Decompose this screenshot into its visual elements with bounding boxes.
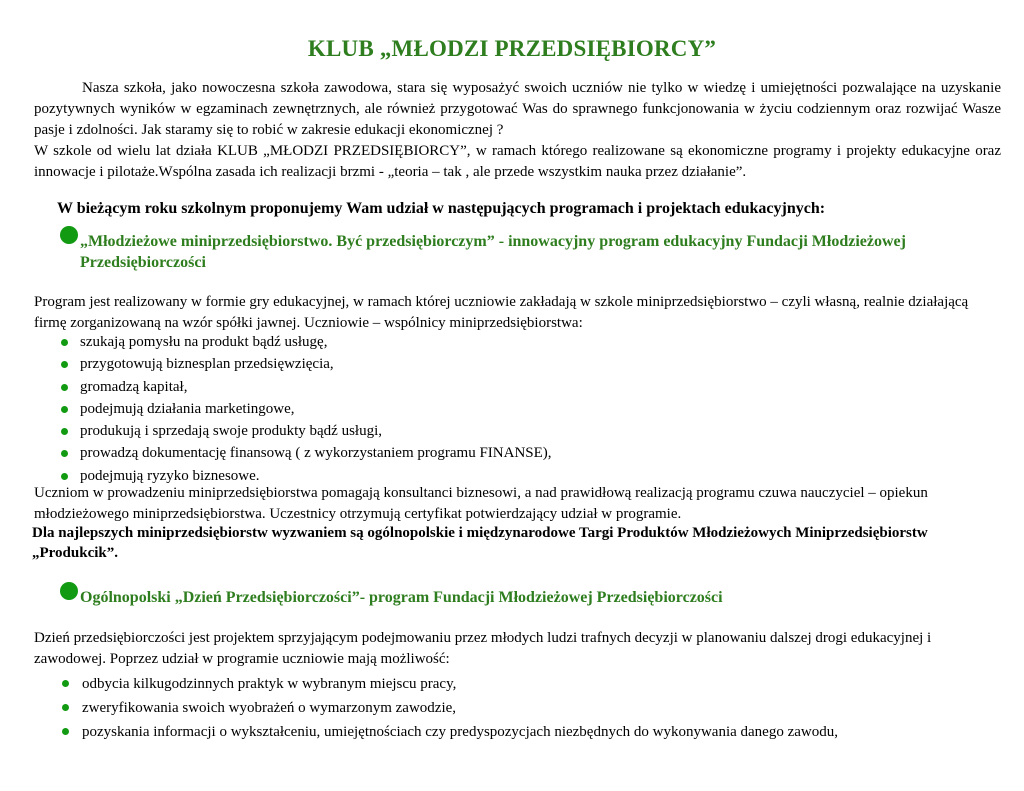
program2-bullet-list [60,672,838,744]
list-item-text: odbycia kilkugodzinnych praktyk w wybranym miejscu pracy, [82,676,457,692]
program1-outro-text: Uczniom w prowadzeniu miniprzedsiębiorstwa pomagają konsultanci biznesowi, a nad prawidłową realizacją programu czuwa nauczyciel – opiekun młodzieżowego miniprzedsiębiorstwa. Uczestnicy otrzymują certyfikat potwierdzający udział w programie. [34,485,928,522]
program2-intro-text: Dzień przedsiębiorczości jest projektem sprzyjającym podejmowaniu przez młodych ludzi trafnych decyzji w planowaniu dalszej drogi edukacyjnej i zawodowej. Poprzez udział w programie uczniowie mają możliwość: [34,630,932,667]
list-item-text: pozyskania informacji o wykształceniu, umiejętnościach czy predyspozycjach niezbędnych do wykonywania danego zawodu, [82,724,838,740]
list-item [60,420,552,442]
program1-title: „Młodzieżowe miniprzedsiębiorstwo. Być przedsiębiorczym” - innowacyjny program edukacyjny Fundacji Młodzieżowej Przedsiębiorczości [80,233,906,271]
program1-intro-text: Program jest realizowany w formie gry edukacyjnej, w ramach której uczniowie zakładają w szkole miniprzedsiębiorstwo – czyli własną, realnie działającą firmę zorganizowaną na wzór spółki jawnej. Uczniowie – wspólnicy miniprzedsiębiorstwa: [34,294,969,331]
program1-outro [34,483,994,525]
intro-paragraph-1: Nasza szkoła, jako nowoczesna szkoła zawodowa, stara się wyposażyć swoich uczniów nie tylko w wiedzę i umiejętności pozwalające na uzyskanie pozytywnych wyników w egzaminach zewnętrznych, ale również przygotować Was do sprawnego funkcjonowania w życiu codziennym oraz rozwijać Wasze pasje i zdolności. Jak staramy się to robić w zakresie edukacji ekonomicznej ? [34,80,1001,138]
intro-section [34,78,1001,183]
list-item [60,376,552,398]
page-title: KLUB „MŁODZI PRZEDSIĘBIORCY” [307,36,717,61]
bullet-icon [61,406,68,413]
list-item-text: przygotowują biznesplan przedsięwzięcia, [80,356,334,373]
list-item [60,442,552,464]
bullet-icon [62,704,69,711]
list-item [60,672,838,696]
list-item [60,720,838,744]
list-item [60,398,552,420]
bullet-icon [61,361,68,368]
list-item-text: szukają pomysłu na produkt bądź usługę, [80,334,328,350]
programs-lead: W bieżącym roku szkolnym proponujemy Wam udział w następujących programach i projektach edukacyjnych: [57,200,826,217]
green-circle-icon [60,582,78,600]
program1-bold-note: Dla najlepszych miniprzedsiębiorstw wyzwaniem są ogólnopolskie i międzynarodowe Targi Produktów Młodzieżowych Miniprzedsiębiorstw „Produkcik”. [32,525,928,561]
bullet-icon [62,680,69,687]
bullet-icon [61,473,68,480]
program2-heading [60,582,960,606]
intro-paragraph-2: W szkole od wielu lat działa KLUB „MŁODZI PRZEDSIĘBIORCY”, w ramach którego realizowane są ekonomiczne programy i projekty edukacyjne oraz innowacje i pilotaże.Wspólna zasada ich realizacji brzmi - „teoria – tak , ale przede wszystkim nauka przez działanie”. [34,143,1001,180]
green-circle-icon [60,226,78,244]
list-item-text: podejmują ryzyko biznesowe. [80,467,260,484]
list-item [60,353,552,375]
list-item-text: podejmują działania marketingowe, [80,400,295,417]
bullet-icon [61,428,68,435]
list-item [60,696,838,720]
program2-title: Ogólnopolski „Dzień Przedsiębiorczości”- program Fundacji Młodzieżowej Przedsiębiorczości [80,589,723,606]
program1-bullet-list [60,331,552,487]
bullet-icon [61,339,68,346]
bullet-icon [62,728,69,735]
program1-heading [60,226,960,270]
list-item-text: produkują i sprzedają swoje produkty bądź usługi, [80,423,383,440]
bullet-icon [61,384,68,391]
list-item-text: gromadzą kapitał, [80,378,188,395]
list-item-text: zweryfikowania swoich wyobrażeń o wymarzonym zawodzie, [82,700,457,716]
program2-intro [34,628,994,670]
bullet-icon [61,450,68,457]
program1-intro [34,292,994,334]
list-item [60,331,552,353]
list-item-text: prowadzą dokumentację finansową ( z wykorzystaniem programu FINANSE), [80,445,552,462]
